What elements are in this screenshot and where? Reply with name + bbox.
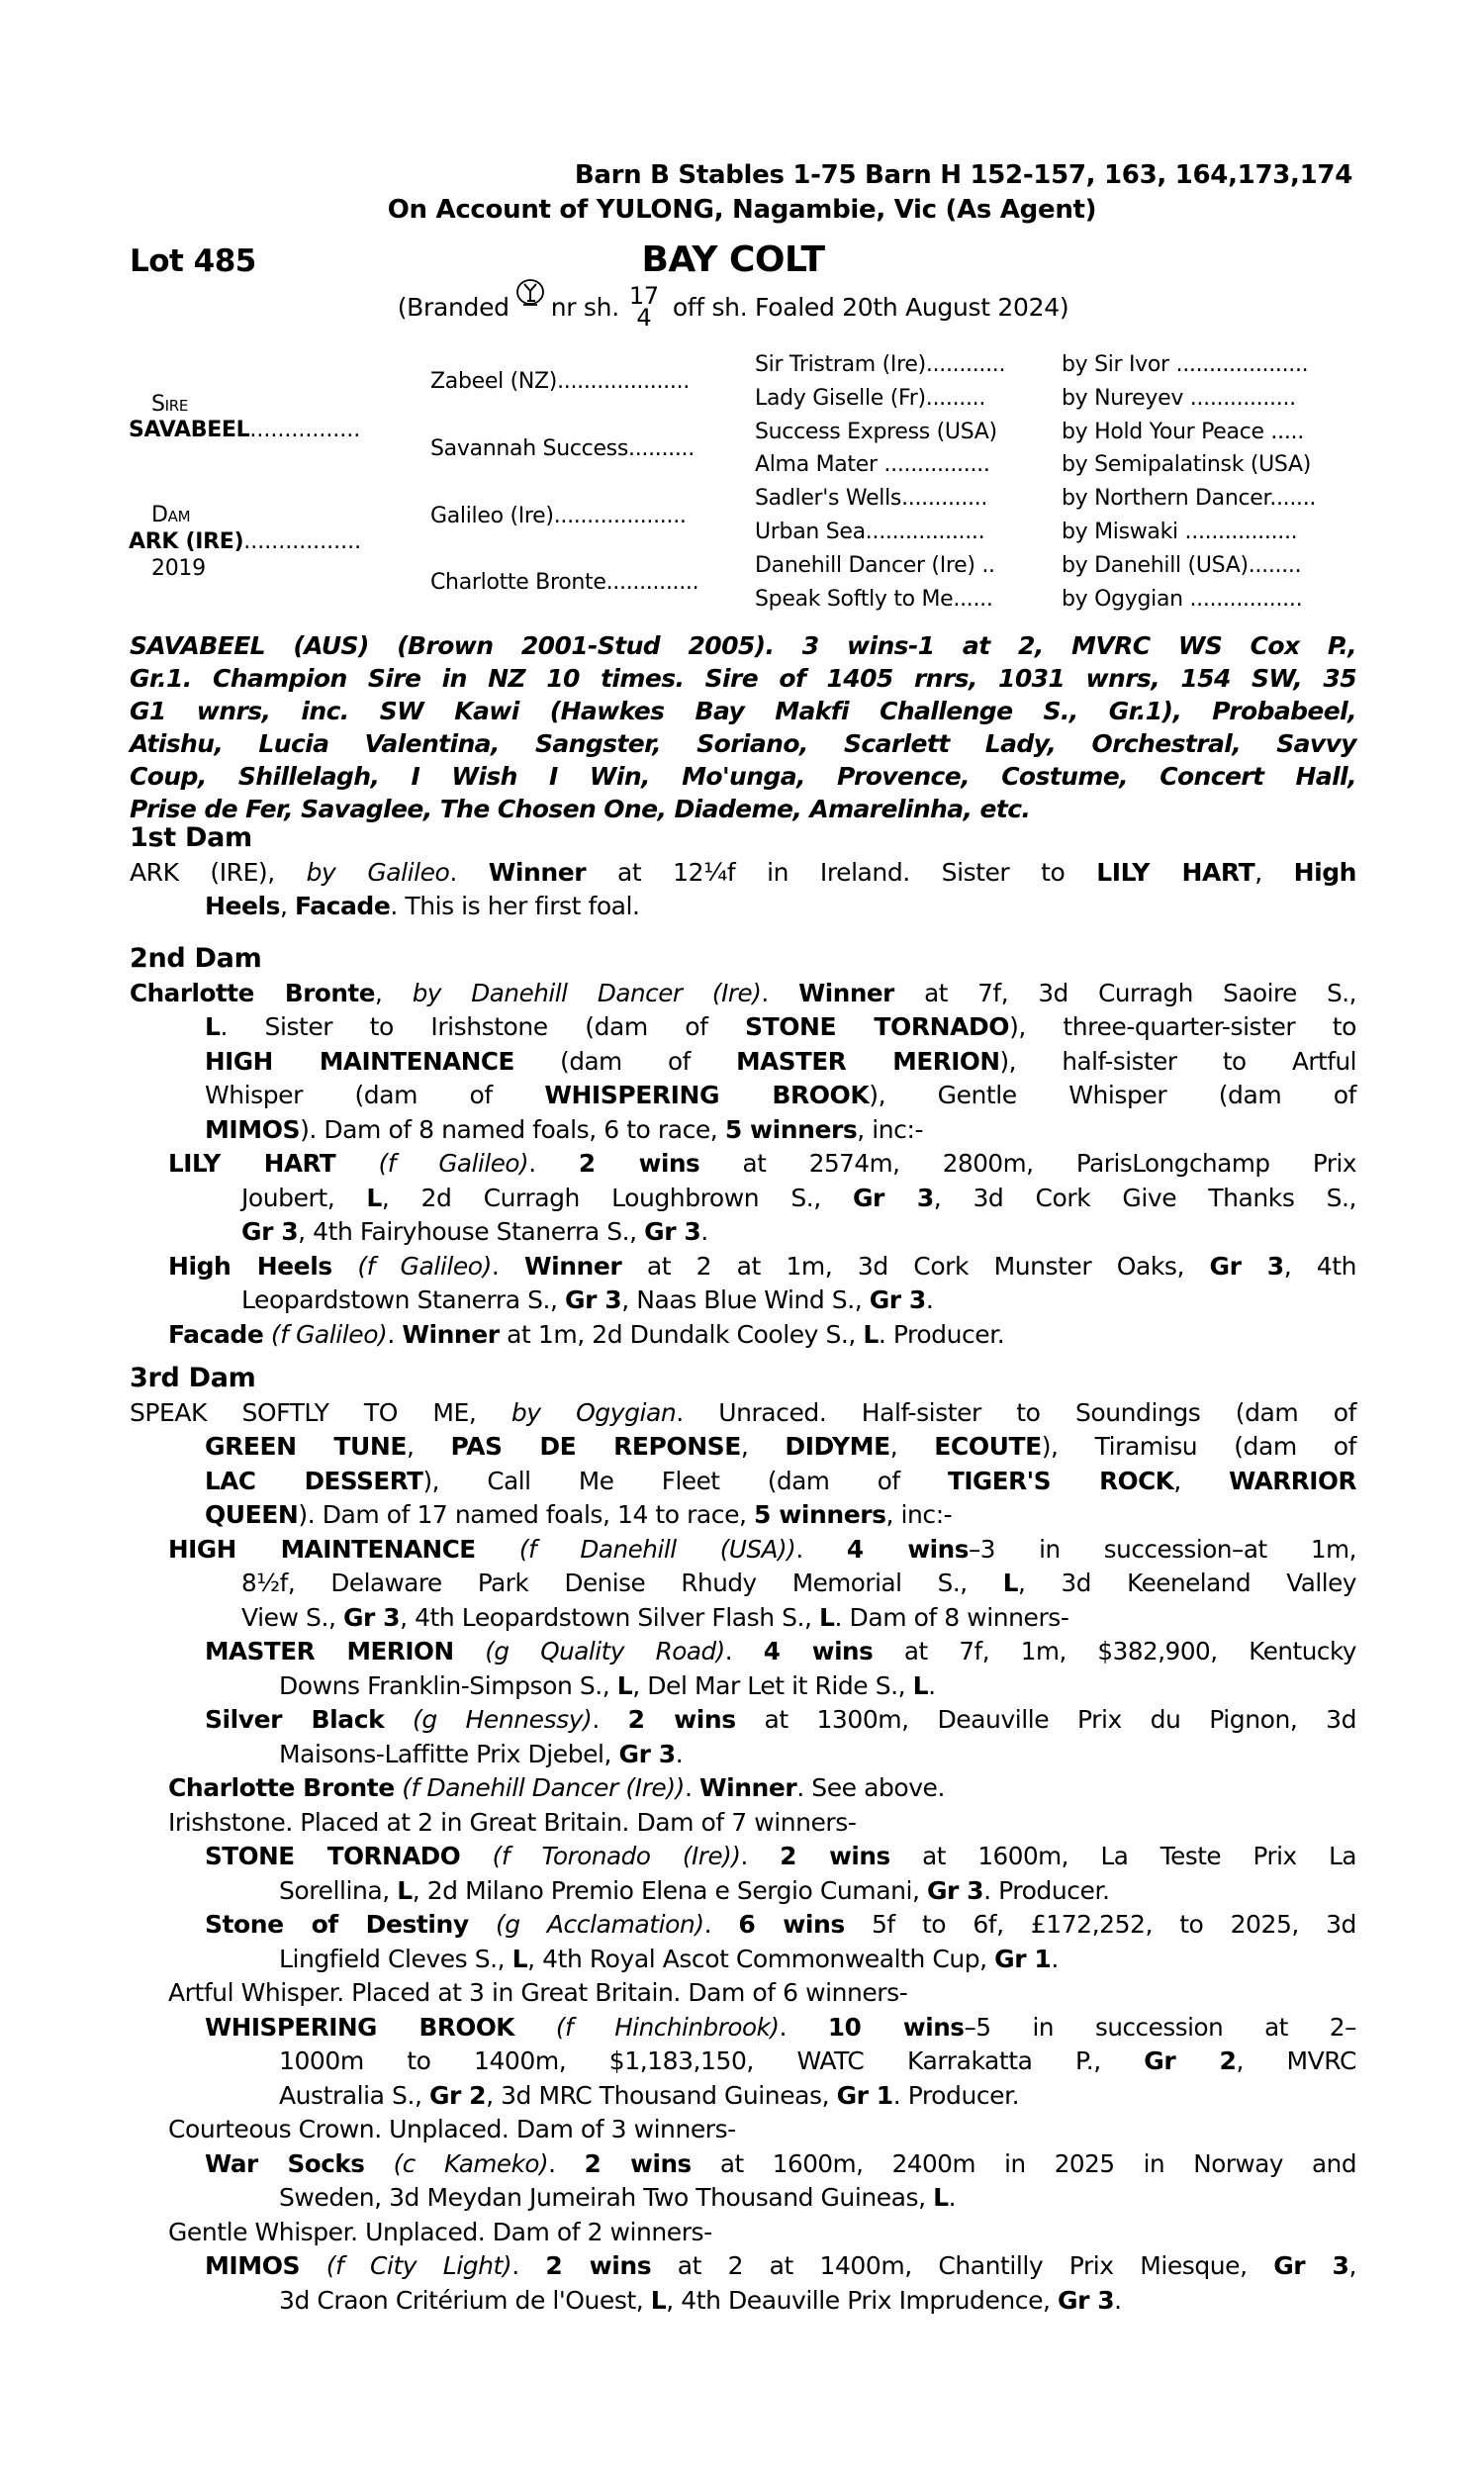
text-run: Downs Franklin-Simpson S., [279, 1670, 617, 1700]
brand-foaled-line [0, 282, 1466, 332]
text-run: , Naas Blue Wind S., [621, 1285, 870, 1314]
text-run: , 3d MRC Thousand Guineas, [486, 2080, 837, 2110]
second-dam-section [130, 942, 1356, 1352]
text-line [130, 890, 1356, 924]
bold-text: Gr 3 [644, 1217, 701, 1246]
sire-summary-line: SAVABEEL (AUS) (Brown 2001-Stud 2005). 3 wins-1 at 2, MVRC WS Cox P., [130, 631, 1356, 660]
text-run: Sorellina, [279, 1875, 398, 1905]
text-run: at 1600m, La Teste Prix La [889, 1842, 1356, 1870]
text-line [130, 2284, 1356, 2319]
bold-text: Silver Black [205, 1705, 385, 1734]
bold-text: 2 wins [627, 1705, 736, 1734]
text-run: Maisons-Laffitte Prix Djebel, [279, 1739, 619, 1768]
italic-text: (f Galileo) [357, 1251, 492, 1281]
italic-text: (g Acclamation) [495, 1910, 704, 1939]
bold-text: L [511, 1944, 528, 1973]
text-run: . Sister to Irishstone (dam of [220, 1012, 746, 1041]
text-run: , 2d Milano Premio Elena e Sergio Cumani, [412, 1875, 927, 1905]
bold-text: Heels [205, 892, 281, 920]
text-run: at 7f, 1m, $382,900, Kentucky [873, 1637, 1356, 1665]
bold-text: MASTER MERION [736, 1046, 1000, 1076]
text-run: , 4th Royal Ascot Commonwealth Cup, [527, 1944, 995, 1973]
gen3-sire-of: by Nureyev ................ [1062, 386, 1296, 411]
text-run: . [548, 2148, 585, 2178]
text-run [365, 2149, 394, 2178]
bold-text: L [650, 2285, 667, 2315]
sire-name-row [129, 418, 360, 442]
bold-text: 2 wins [545, 2251, 652, 2280]
text-run: . [387, 1319, 403, 1349]
text-run: Courteous Crown. Unplaced. Dam of 3 winners- [168, 2115, 736, 2143]
brand-suffix: off sh. Foaled 20th August 2024) [672, 293, 1069, 322]
text-run: Artful Whisper. Placed at 3 in Great Britain. Dam of 6 winners- [168, 1978, 908, 2007]
text-run: Gentle Whisper. Unplaced. Dam of 2 winners- [168, 2217, 712, 2246]
text-run [476, 1535, 519, 1564]
bold-text: L [1002, 1569, 1018, 1597]
sire-summary [130, 629, 1356, 825]
gen3-name: Alma Mater ................ [755, 452, 990, 477]
pedigree-gen2-item [430, 504, 687, 528]
text-line [130, 1010, 1356, 1045]
italic-text: (f Danehill (USA)) [518, 1534, 796, 1564]
gen2-name: Galileo (Ire) [430, 504, 554, 528]
text-line [130, 1533, 1356, 1568]
text-run: . [948, 2183, 957, 2212]
text-line [130, 1567, 1356, 1601]
sire-summary-line: Prise de Fer, Savaglee, The Chosen One, Diademe, Amarelinha, etc. [130, 795, 1031, 823]
text-run: . [925, 1285, 934, 1314]
text-run: at 1300m, Deauville Prix du Pignon, 3d [735, 1705, 1356, 1734]
bold-text: GREEN TUNE [205, 1432, 407, 1461]
text-run: . [528, 1149, 579, 1178]
bold-text: Gr 2 [428, 2080, 487, 2110]
text-line [130, 1079, 1356, 1113]
text-run: , Del Mar Let it Ride S., [632, 1670, 913, 1700]
bold-text: Winner [402, 1319, 500, 1349]
text-run: , 4th Leopardstown Silver Flash S., [400, 1602, 820, 1632]
text-run: Irishstone. Placed at 2 in Great Britain. Dam of 7 winners- [168, 1807, 857, 1837]
text-line [130, 1738, 1356, 1772]
gen2-dots: .......... [628, 436, 695, 461]
text-run: . [511, 2251, 546, 2280]
text-run: . Dam of 8 winners- [834, 1602, 1069, 1632]
section-heading: 2nd Dam [130, 943, 262, 974]
yulong-brand-icon [513, 277, 547, 311]
text-line [130, 2181, 1356, 2216]
bold-text: TIGER'S ROCK [947, 1466, 1174, 1495]
gen3-sire-of: by Miswaki ................. [1062, 520, 1298, 544]
sire-summary-line: Coup, Shillelagh, I Wish I Win, Mo'unga, Provence, Costume, Concert Hall, [130, 762, 1356, 791]
brand-fraction-bottom: 4 [636, 304, 652, 332]
text-line [130, 1215, 1356, 1250]
bold-text: WARRIOR [1229, 1466, 1356, 1495]
text-run: ), half-sister to Artful [999, 1046, 1356, 1076]
text-line [130, 1147, 1356, 1182]
text-run: at 12¼f in Ireland. Sister to [586, 857, 1097, 887]
bold-text: LILY HART [1096, 857, 1255, 887]
text-run: . [700, 1217, 708, 1246]
text-run: 1000m to 1400m, $1,183,150, WATC Karrakatta P., [279, 2046, 1145, 2075]
text-line [130, 1498, 1356, 1533]
gen3-name: Sir Tristram (Ire)............ [755, 352, 1006, 377]
text-line [130, 2249, 1356, 2284]
text-line [130, 1840, 1356, 1874]
text-run: . Unraced. Half-sister to Soundings (dam of [676, 1397, 1356, 1427]
bold-text: QUEEN [205, 1500, 299, 1529]
text-line [130, 1771, 1356, 1806]
text-line [130, 856, 1356, 891]
sire-summary-line: G1 wnrs, inc. SW Kawi (Hawkes Bay Makfi Challenge S., Gr.1), Probabeel, [130, 697, 1356, 725]
brand-prefix: (Branded [397, 293, 510, 322]
text-run: , [740, 1432, 786, 1461]
text-line [130, 1318, 1356, 1353]
text-line [130, 1396, 1356, 1431]
gen3-name: Success Express (USA) [755, 420, 997, 444]
bold-text: Facade [168, 1319, 264, 1349]
text-run: . [1114, 2285, 1122, 2315]
italic-text: (g Quality Road) [485, 1637, 725, 1665]
text-run: . [1051, 1944, 1059, 1973]
gen2-name: Charlotte Bronte [430, 570, 606, 595]
text-run: , 4th Deauville Prix Imprudence, [666, 2285, 1059, 2315]
text-run: . [761, 978, 799, 1007]
bold-text: 4 wins [846, 1534, 969, 1564]
text-run [454, 1637, 486, 1665]
gen2-dots: .................... [557, 369, 690, 394]
dam-name-row [129, 529, 361, 554]
bold-text: 4 wins [763, 1637, 874, 1665]
text-run: . See above. [796, 1773, 945, 1802]
bold-text: WHISPERING BROOK [205, 2012, 514, 2042]
text-run: Lingfield Cleves S., [279, 1944, 512, 1973]
bold-text: Gr 2 [1144, 2046, 1237, 2075]
bold-text: MIMOS [205, 2251, 301, 2280]
text-run: . [592, 1705, 628, 1734]
text-line [130, 1806, 1356, 1841]
gen2-dots: .............. [605, 570, 699, 595]
pedigree-gen2-item [430, 369, 690, 394]
gen3-sire-of: by Danehill (USA)........ [1062, 553, 1302, 578]
bold-text: L [366, 1183, 382, 1212]
brand-fraction [628, 282, 659, 332]
text-run: . [779, 2012, 828, 2042]
bold-text: STONE TORNADO [205, 1842, 461, 1870]
colour-sex-title: BAY COLT [641, 239, 825, 280]
italic-text: (f Toronado (Ire)) [492, 1842, 741, 1870]
text-run: ARK (IRE), [130, 857, 307, 887]
text-run: , [889, 1432, 935, 1461]
text-line [130, 1908, 1356, 1943]
bold-text: WHISPERING BROOK [544, 1081, 870, 1109]
text-run: at 1m, 2d Dundalk Cooley S., [499, 1319, 864, 1349]
italic-text: (f Galileo) [270, 1319, 388, 1349]
italic-text: by Ogygian [510, 1397, 677, 1427]
bold-text: 5 winners [724, 1114, 858, 1144]
text-run: ), Tiramisu (dam of [1041, 1432, 1356, 1461]
text-run: at 1600m, 2400m in 2025 in Norway and [691, 2148, 1356, 2178]
text-run: , 4th [1283, 1251, 1356, 1281]
text-run: SPEAK SOFTLY TO ME, [130, 1397, 511, 1427]
text-run: , 2d Curragh Loughbrown S., [381, 1183, 853, 1212]
gen3-name: Urban Sea.................. [755, 520, 985, 544]
bold-text: L [819, 1602, 835, 1632]
lot-number: Lot 485 [130, 243, 256, 279]
text-run: (dam of [513, 1046, 737, 1076]
text-run: Whisper (dam of [205, 1081, 545, 1109]
bold-text: LILY HART [168, 1149, 336, 1178]
gen3-sire-of: by Semipalatinsk (USA) [1062, 452, 1312, 477]
gen2-name: Zabeel (NZ) [430, 369, 558, 394]
bold-text: Facade [295, 892, 391, 920]
text-run: . [675, 1739, 684, 1768]
text-line [130, 1113, 1356, 1148]
bold-text: PAS DE REPONSE [450, 1432, 741, 1461]
text-run: ), three-quarter-sister to [1009, 1012, 1356, 1041]
text-run: , 4th Fairyhouse Stanerra S., [298, 1217, 645, 1246]
text-run: . [928, 1670, 936, 1700]
bold-text: 10 wins [827, 2012, 965, 2042]
bold-text: Gr 3 [1273, 2251, 1349, 2280]
text-line [130, 1703, 1356, 1738]
text-run: 5f to 6f, £172,252, to 2025, 3d [844, 1910, 1356, 1939]
bold-text: Winner [698, 1773, 797, 1802]
text-run: ), Call Me Fleet (dam of [422, 1466, 948, 1495]
text-run: , inc:- [857, 1114, 924, 1144]
gen3-name: Danehill Dancer (Ire) .. [755, 553, 995, 578]
bold-text: DIDYME [785, 1432, 890, 1461]
bold-text: Gr 3 [869, 1285, 926, 1314]
bold-text: Stone of Destiny [205, 1910, 469, 1939]
text-run: , [374, 978, 413, 1007]
text-line [130, 2147, 1356, 2182]
text-line [130, 1250, 1356, 1285]
bold-text: Gr 3 [1209, 1251, 1284, 1281]
text-run: at 2574m, 2800m, ParisLongchamp Prix [699, 1149, 1356, 1178]
third-dam-section [130, 1362, 1356, 2318]
bold-text: 5 winners [754, 1500, 886, 1529]
bold-text: Winner [523, 1251, 622, 1281]
bold-text: Charlotte Bronte [130, 978, 375, 1007]
text-run: , MVRC [1236, 2046, 1356, 2075]
italic-text: (g Hennessy) [413, 1705, 593, 1734]
gen3-sire-of: by Sir Ivor .................... [1062, 352, 1309, 377]
bold-text: L [912, 1670, 929, 1700]
sire-summary-line: Gr.1. Champion Sire in NZ 10 times. Sire of 1405 rnrs, 1031 wnrs, 154 SW, 35 [130, 664, 1356, 693]
bold-text: HIGH MAINTENANCE [205, 1046, 514, 1076]
text-run [514, 2013, 556, 2042]
text-line [130, 2011, 1356, 2046]
bold-text: War Socks [205, 2148, 365, 2178]
text-run [460, 1842, 492, 1870]
bold-text: 2 wins [780, 1842, 890, 1870]
bold-text: High [1293, 857, 1356, 887]
bold-text: Gr 3 [241, 1217, 299, 1246]
bold-text: ECOUTE [934, 1432, 1042, 1461]
bold-text: Gr 3 [565, 1285, 622, 1314]
text-run: , [1348, 2251, 1356, 2280]
italic-text: by Galileo [306, 857, 450, 887]
text-line [130, 977, 1356, 1011]
bold-text: L [863, 1319, 879, 1349]
italic-text: (f Hinchinbrook) [555, 2012, 780, 2042]
text-run: at 2 at 1m, 3d Cork Munster Oaks, [621, 1251, 1210, 1281]
text-run: –3 in succession–at 1m, [968, 1534, 1356, 1564]
text-line [130, 1874, 1356, 1909]
text-run: Australia S., [279, 2080, 429, 2110]
text-line [130, 2216, 1356, 2250]
text-line [130, 1182, 1356, 1216]
italic-text: (f City Light) [325, 2251, 512, 2280]
text-run: . Producer. [892, 2080, 1020, 2110]
pedigree-gen2-item [430, 436, 695, 461]
bold-text: Gr 1 [994, 1944, 1052, 1973]
text-run: ). Dam of 17 named foals, 14 to race, [298, 1500, 755, 1529]
bold-text: Gr 3 [342, 1602, 401, 1632]
dam-year: 2019 [151, 556, 206, 581]
text-line [130, 2079, 1356, 2114]
text-run: . Producer. [878, 1319, 1005, 1349]
gen3-sire-of: by Ogygian ................. [1062, 587, 1303, 612]
text-line [130, 1635, 1356, 1669]
first-dam-section [130, 821, 1356, 924]
text-run: , [280, 892, 296, 920]
bold-text: High Heels [168, 1251, 332, 1281]
bold-text: LAC DESSERT [205, 1466, 423, 1495]
bold-text: HIGH MAINTENANCE [168, 1534, 476, 1564]
gen3-name: Lady Giselle (Fr)......... [755, 386, 986, 411]
text-run [469, 1910, 496, 1939]
text-line [130, 1465, 1356, 1499]
dam-label: Dam [151, 503, 191, 527]
sire-label: Sire [151, 392, 189, 417]
bold-text: MASTER MERION [205, 1637, 454, 1665]
dam-dots: ................. [243, 529, 362, 554]
italic-text: (f Galileo) [378, 1149, 529, 1178]
text-line [130, 2045, 1356, 2079]
text-run: 3d Craon Critérium de l'Ouest, [279, 2285, 651, 2315]
bold-text: L [205, 1012, 221, 1041]
text-run: , [1173, 1466, 1230, 1495]
text-run: . [703, 1910, 739, 1939]
section-heading: 3rd Dam [130, 1363, 256, 1393]
dam-name: ARK (IRE) [129, 529, 244, 554]
text-line [130, 1601, 1356, 1636]
brand-nr: nr sh. [550, 293, 619, 322]
sire-summary-line: Atishu, Lucia Valentina, Sangster, Soriano, Scarlett Lady, Orchestral, Savvy [130, 729, 1356, 758]
gen2-dots: .................... [553, 504, 687, 528]
vendor-line: On Account of YULONG, Nagambie, Vic (As Agent) [387, 195, 1097, 225]
text-run: . This is her first foal. [390, 892, 640, 920]
italic-text: by Danehill Dancer (Ire) [412, 978, 762, 1007]
gen2-name: Savannah Success [430, 436, 629, 461]
italic-text: (c Kameko) [393, 2148, 549, 2178]
text-run: at 7f, 3d Curragh Saoire S., [893, 978, 1357, 1007]
section-heading: 1st Dam [130, 822, 252, 853]
bold-text: 2 wins [578, 1149, 700, 1178]
sire-name: SAVABEEL [129, 418, 250, 442]
bold-text: Gr 3 [852, 1183, 934, 1212]
bold-text: L [616, 1670, 633, 1700]
bold-text: MIMOS [205, 1114, 301, 1144]
text-run: , 3d Keeneland Valley [1018, 1569, 1356, 1597]
bold-text: Gr 3 [926, 1875, 984, 1905]
bold-text: Gr 3 [1058, 2285, 1115, 2315]
text-run: Joubert, [241, 1183, 367, 1212]
text-run: . [491, 1251, 524, 1281]
text-run: . [795, 1534, 847, 1564]
text-run: –5 in succession at 2– [964, 2012, 1356, 2042]
text-run [384, 1705, 413, 1734]
bold-text: 6 wins [738, 1910, 845, 1939]
pedigree-gen2-item [430, 570, 698, 595]
text-run: Sweden, 3d Meydan Jumeirah Two Thousand Guineas, [279, 2183, 934, 2212]
sire-dots: ................ [249, 418, 361, 442]
text-run: , [1254, 857, 1294, 887]
bold-text: L [397, 1875, 413, 1905]
bold-text: Charlotte Bronte [168, 1773, 395, 1802]
text-line [130, 1284, 1356, 1318]
text-run: ), Gentle Whisper (dam of [869, 1081, 1356, 1109]
text-run: 8½f, Delaware Park Denise Rhudy Memorial S., [241, 1569, 1003, 1597]
text-line [130, 1976, 1356, 2011]
text-run: . [740, 1842, 781, 1870]
text-run: , inc:- [885, 1500, 953, 1529]
text-line [130, 1430, 1356, 1465]
text-line [130, 2113, 1356, 2147]
text-run: . [684, 1773, 699, 1802]
bold-text: Gr 3 [618, 1739, 676, 1768]
text-run: at 2 at 1400m, Chantilly Prix Miesque, [651, 2251, 1274, 2280]
italic-text: (f Danehill Dancer (Ire)) [402, 1773, 685, 1802]
text-run: , 3d Cork Give Thanks S., [933, 1183, 1356, 1212]
text-run: . [449, 857, 489, 887]
text-run: . Producer. [983, 1875, 1110, 1905]
text-run [300, 2251, 326, 2280]
text-run: ). Dam of 8 named foals, 6 to race, [300, 1114, 725, 1144]
text-run: View S., [241, 1602, 343, 1632]
text-line [130, 1669, 1356, 1704]
bold-text: L [933, 2183, 949, 2212]
text-line [130, 1045, 1356, 1080]
text-run: , [406, 1432, 451, 1461]
bold-text: Winner [488, 857, 587, 887]
gen3-name: Speak Softly to Me...... [755, 587, 993, 612]
gen3-sire-of: by Northern Dancer....... [1062, 486, 1317, 511]
bold-text: Winner [798, 978, 894, 1007]
sale-location: Barn B Stables 1-75 Barn H 152-157, 163, 164,173,174 [574, 160, 1352, 190]
text-run [332, 1252, 358, 1281]
bold-text: 2 wins [584, 2148, 692, 2178]
brand-fraction-top: 17 [628, 282, 659, 310]
bold-text: Gr 1 [836, 2080, 893, 2110]
text-line [130, 1943, 1356, 1977]
text-run: Leopardstown Stanerra S., [241, 1285, 566, 1314]
text-run: . [724, 1637, 764, 1665]
gen3-name: Sadler's Wells............. [755, 486, 988, 511]
gen3-sire-of: by Hold Your Peace ..... [1062, 420, 1304, 444]
text-run [263, 1320, 271, 1349]
text-run [335, 1149, 378, 1178]
bold-text: STONE TORNADO [745, 1012, 1010, 1041]
